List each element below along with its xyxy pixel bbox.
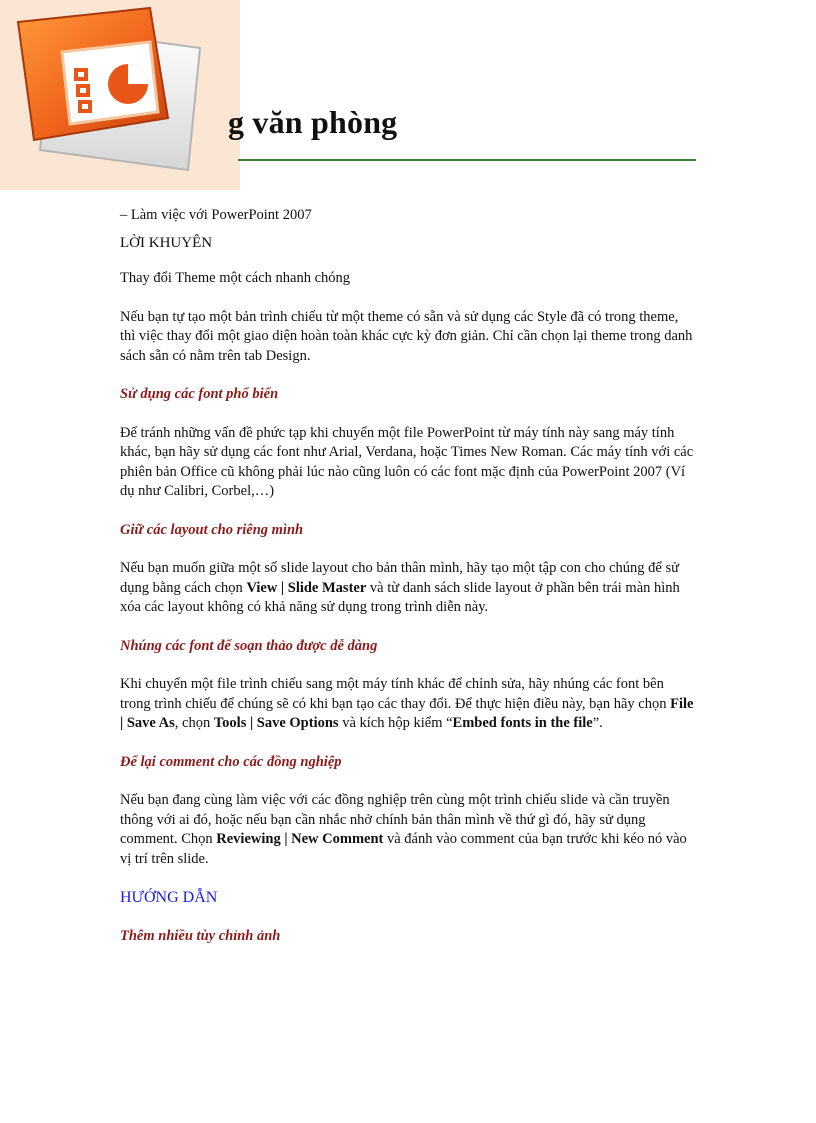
comment-menu-path: Reviewing | New Comment — [216, 831, 384, 847]
section-tips-heading: LỜI KHUYÊN — [120, 234, 213, 251]
theme-title: Thay đổi Theme một cách nhanh chóng — [120, 270, 351, 286]
page-title: g văn phòng — [228, 104, 398, 140]
powerpoint-logo — [0, 0, 240, 190]
powerpoint-logo-icon — [0, 0, 240, 190]
layout-menu-path: View | Slide Master — [246, 579, 367, 596]
embed-option-name: Embed fonts in the file — [452, 715, 593, 731]
embed-text-4: ”. — [592, 715, 603, 731]
embed-text-3: và kích hộp kiểm “ — [338, 715, 453, 731]
section-guide-heading: HƯỚNG DẪN — [120, 889, 218, 906]
font-heading: Sử dụng các font phổ biến — [120, 386, 279, 402]
embed-heading: Nhúng các font để soạn thảo được dễ dàng — [120, 637, 378, 654]
layout-text-2: và từ danh sách slide layout ở phần bên trái màn hình xóa các layout không có khả năng sử dụng trong trình diễn này. — [120, 579, 680, 615]
layout-text-1: Nếu bạn muốn giữa một số slide layout cho bản thân mình, hãy tạo một tập con cho chúng để sử dụng bằng cách chọn — [120, 560, 679, 596]
font-paragraph: Để tránh những vấn đề phức tạp khi chuyển một file PowerPoint từ máy tính này sang máy tính khác, bạn hãy sử dụng các font như Arial, Verdana, hoặc Times New Roman. Các máy tính với các phiên bản Office cũ không phải lúc nào cũng luôn có các font mặc định của PowerPoint 2007 (Ví dụ như Calibri, Corbel,…) — [120, 424, 694, 499]
image-heading: Thêm nhiều tùy chỉnh ảnh — [120, 927, 281, 944]
embed-text-2: , chọn — [174, 715, 214, 731]
layout-heading: Giữ các layout cho riêng mình — [120, 521, 304, 538]
article-body — [120, 206, 694, 965]
comment-paragraph — [120, 791, 694, 869]
article-subtitle: – Làm việc với PowerPoint 2007 — [120, 207, 312, 223]
comment-text-2: và đánh vào comment của bạn trước khi kéo nó vào vị trí trên slide. — [120, 831, 687, 867]
theme-paragraph: Nếu bạn tự tạo một bản trình chiếu từ một theme có sẵn và sử dụng các Style đã có trong theme, thì việc thay đổi một giao diện hoàn toàn khác cực kỳ đơn giản. Chỉ cần chọn lại theme trong danh sách sẵn có nằm trên tab Design. — [120, 308, 693, 364]
embed-paragraph — [120, 675, 694, 734]
comment-text-1: Nếu bạn đang cùng làm việc với các đồng nghiệp trên cùng một trình chiếu slide và cần truyền thông với ai đó, hoặc nếu bạn cần nhắc nhở chính bản thân mình về thứ gì đó, hãy sử dụng comment. Chọn — [120, 792, 670, 847]
layout-paragraph — [120, 559, 694, 618]
comment-heading: Để lại comment cho các đồng nghiệp — [120, 753, 342, 770]
embed-menu-path-1: File | Save As — [120, 695, 694, 731]
embed-menu-path-2: Tools | Save Options — [213, 715, 339, 731]
embed-text-1: Khi chuyển một file trình chiếu sang một máy tính khác để chỉnh sửa, hãy nhúng các font bên trong trình chiếu để chúng sẽ có khi bạn tạo các thay đổi. Để thực hiện điều này, bạn hãy chọn — [120, 676, 671, 712]
title-divider — [238, 159, 696, 161]
